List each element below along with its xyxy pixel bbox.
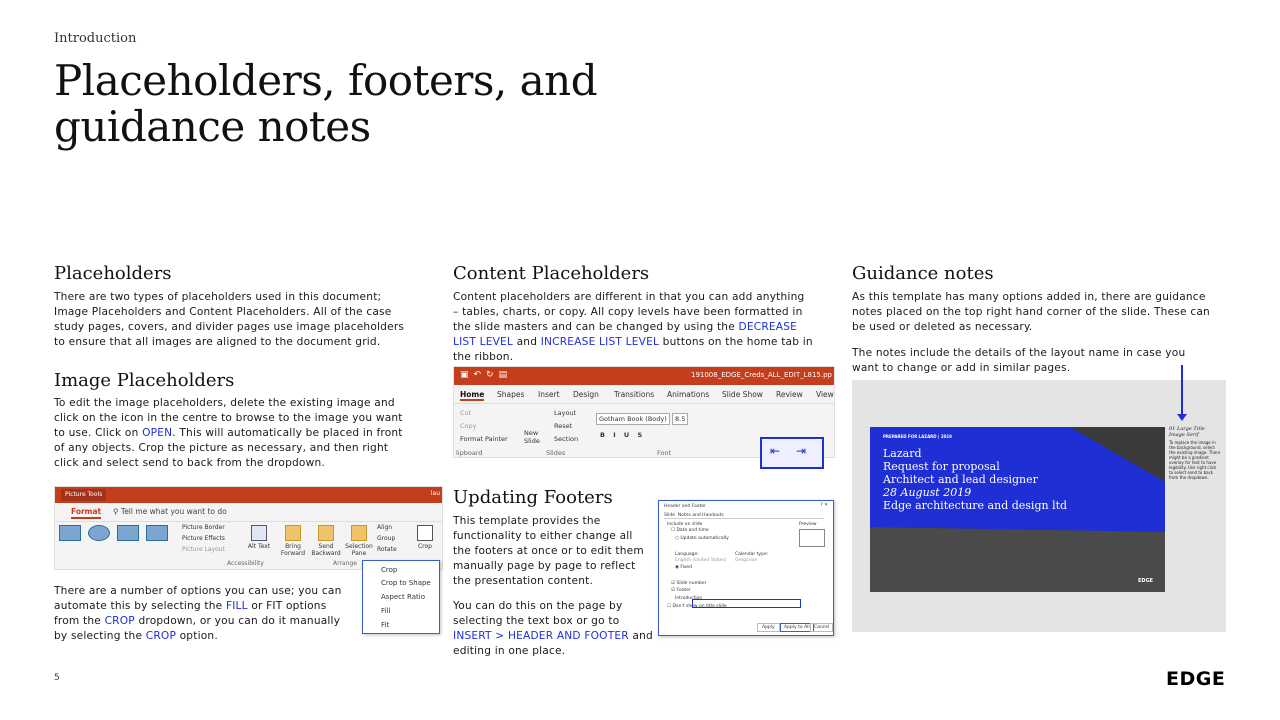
paragraph-placeholders: There are two types of placeholders used in this document; Image Placeholders and Content Placeholders. All of the case study pages, covers, and divider pages use image placeholders to ensure that all images are aligned to the document grid.: [54, 291, 405, 348]
clipboard-group-label: lipboard: [456, 449, 483, 457]
picture-layout: Picture Layout: [182, 546, 225, 553]
link-decrease-list-level: DECREASE LIST LEVEL: [453, 321, 798, 348]
dropdown-crop: Crop: [381, 566, 398, 574]
dialog-title: Header and Footer: [664, 504, 707, 509]
text: You can do this on the page by selecting the text box or go to: [453, 600, 623, 627]
text: dropdown, or you can do it manually by selecting the: [54, 615, 341, 642]
text: or FIT options from the: [54, 600, 327, 627]
slide-line-3: Architect and lead designer: [883, 473, 1038, 486]
paragraph-header-footer: [453, 599, 653, 659]
file-name: 191008_EDGE_Creds_ALL_EDIT_L815.pp: [690, 371, 832, 379]
footer-label: Footer: [676, 588, 691, 593]
update-auto-option: ○ Update automatically: [675, 536, 729, 541]
cut-button: Cut: [460, 409, 472, 417]
text: and editing in one place.: [453, 630, 653, 657]
tab-animations: Animations: [667, 390, 710, 399]
tab-insert: Insert: [538, 390, 560, 399]
picture-style-thumb: [88, 525, 110, 541]
link-insert-header-footer: INSERT > HEADER AND FOOTER: [453, 630, 629, 642]
alt-text-button: [243, 525, 275, 550]
date-time-label: Date and time: [676, 528, 709, 533]
calendar-label: Calendar type:: [735, 552, 769, 557]
arrow-down-icon: [1177, 414, 1187, 421]
picture-style-thumb: [117, 525, 139, 541]
guidance-note-body: To replace the image in the background, select the existing image. There might be a gradient overlay for text to have legibility. Use right click to select send to back from the dropdown.: [1169, 440, 1221, 480]
ribbon-title-bar: [55, 487, 442, 503]
text: To edit the image placeholders, delete the existing image and click on the icon in the centre to browse to the image you want to use. Click on: [54, 397, 403, 439]
link-open: OPEN: [142, 427, 173, 439]
align-button: Align: [377, 524, 393, 531]
user-text: lau: [430, 490, 440, 497]
heading-image-placeholders: Image Placeholders: [54, 370, 235, 391]
dont-show-option: ☐ Don't show on title slide: [667, 604, 727, 609]
tab-design: Design: [573, 390, 599, 399]
preview-label: Preview: [799, 522, 817, 527]
guidance-note: [1169, 426, 1221, 480]
dropdown-aspect-ratio: Aspect Ratio: [381, 593, 425, 601]
link-increase-list-level: INCREASE LIST LEVEL: [540, 336, 660, 348]
edge-logo: EDGE: [1166, 668, 1226, 690]
language-value: English (United States): [675, 558, 727, 563]
selection-pane-button: [343, 525, 375, 557]
slide-line-4: 28 August 2019: [883, 486, 972, 499]
picture-tools-ribbon-image: [54, 486, 443, 570]
date-time-option: ☐ Date and time: [671, 528, 709, 533]
text: Content placeholders are different in that you can add anything – tables, charts, or copy. All copy levels have been formatted in the slide masters and can be changed by using the: [453, 291, 805, 333]
heading-guidance-notes: Guidance notes: [852, 263, 994, 284]
tab-home: Home: [460, 390, 485, 399]
fixed-option: ◉ Fixed: [675, 565, 693, 570]
footer-value: Introduction: [675, 596, 703, 601]
apply-all-button: Apply to All: [780, 623, 814, 632]
picture-style-thumb: [146, 525, 168, 541]
picture-tools-tab: Picture Tools: [61, 489, 106, 501]
font-format-buttons: B I U S: [600, 431, 646, 439]
tell-me-text: Tell me what you want to do: [120, 507, 227, 516]
picture-effects: Picture Effects: [182, 535, 225, 542]
bring-forward-button: [277, 525, 309, 557]
new-slide-button: New Slide: [524, 429, 540, 445]
group-button: Group: [377, 535, 396, 542]
send-backward-button: [310, 525, 342, 557]
dialog-tabs: [664, 513, 824, 519]
paragraph-crop-options: [54, 584, 354, 644]
tab-slide-show: Slide Show: [722, 390, 763, 399]
section-button: Section: [554, 435, 579, 443]
footer-field-highlight: [692, 599, 801, 608]
paragraph-guidance-2: The notes include the details of the layout name in case you want to change or add in similar pages.: [852, 347, 1186, 374]
text: and: [513, 336, 541, 348]
arrow-line: [1181, 365, 1183, 418]
tab-slide: Slide: [664, 513, 675, 518]
selection-pane-label: Selection Pane: [345, 543, 373, 557]
picture-style-thumb: [59, 525, 81, 541]
bring-forward-label: Bring Forward: [280, 543, 306, 557]
tab-review: Review: [776, 390, 803, 399]
dropdown-crop-to-shape: Crop to Shape: [381, 579, 431, 587]
apply-button: Apply: [757, 623, 780, 632]
slide-line-5: Edge architecture and design ltd: [883, 499, 1068, 512]
calendar-value: Gregorian: [735, 558, 758, 563]
link-crop: CROP: [104, 615, 135, 627]
slide-number-option: ☑ Slide number: [671, 581, 707, 586]
ribbon-title-bar: [454, 367, 834, 385]
slide-prepared: PREPARED FOR LAZARD | 2019: [883, 434, 952, 439]
text: option.: [176, 630, 218, 642]
arrange-group-label: Arrange: [333, 560, 357, 567]
ribbon-tabs: [454, 385, 834, 404]
footer-option: ☑ Footer: [671, 588, 691, 593]
link-crop: CROP: [145, 630, 177, 642]
language-label: Language:: [675, 552, 699, 557]
decrease-indent-icon: ⇤: [770, 444, 781, 458]
quick-access-icons: ▣↶↻▤: [460, 370, 513, 380]
cancel-button: Cancel: [810, 623, 833, 632]
dropdown-fit: Fit: [381, 621, 390, 629]
font-name-field: Gotham Book (Body): [596, 413, 670, 425]
section-label: Introduction: [54, 31, 137, 46]
tab-transitions: Transitions: [614, 390, 655, 399]
font-size-field: 8.5: [672, 413, 688, 425]
slide-logo: EDGE: [1138, 578, 1154, 584]
close-icon: ? ✕: [820, 503, 828, 508]
ribbon-tabs: [55, 503, 442, 522]
reset-button: Reset: [554, 422, 573, 430]
layout-button: Layout: [554, 409, 577, 417]
alt-text-label: Alt Text: [247, 543, 271, 550]
picture-border: Picture Border: [182, 524, 225, 531]
paragraph-image-placeholders: [54, 396, 414, 471]
fixed-label: Fixed: [680, 565, 693, 570]
text: . This will automatically be placed in front of any objects. Crop the picture as necessary, and then right click and select send to back from the dropdown.: [54, 427, 403, 469]
dropdown-fill: Fill: [381, 607, 391, 615]
paragraph-guidance-1: As this template has many options added in, there are guidance notes placed on the top right hand corner of the slide. These can be used or deleted as necessary.: [852, 291, 1210, 333]
page-number: 5: [54, 673, 60, 683]
paragraph-updating-footers: This template provides the functionality to either change all the footers at once or to edit them manually page by page to reflect the presentation content.: [453, 515, 644, 587]
title-line-2: guidance notes: [54, 102, 371, 151]
crop-label: Crop: [417, 543, 432, 550]
crop-dropdown-image: [362, 560, 440, 634]
tab-view: View: [816, 390, 834, 399]
include-label: Include on slide: [667, 522, 703, 527]
heading-content-placeholders: Content Placeholders: [453, 263, 650, 284]
format-painter-button: Format Painter: [460, 435, 508, 443]
slides-group-label: Slides: [546, 449, 566, 457]
send-backward-label: Send Backward: [311, 543, 341, 557]
page-title: [54, 58, 614, 150]
rotate-button: Rotate: [377, 546, 397, 553]
slide-number-label: Slide number: [676, 581, 707, 586]
link-fill: FILL: [225, 600, 248, 612]
title-line-1: Placeholders, footers, and: [54, 56, 598, 105]
update-auto-label: Update automatically: [680, 536, 729, 541]
crop-button: [413, 525, 437, 550]
heading-updating-footers: Updating Footers: [453, 487, 613, 508]
format-tab: Format: [71, 507, 101, 519]
slide-line-1: Lazard: [883, 447, 922, 460]
accessibility-group-label: Accessibility: [227, 560, 264, 567]
copy-button: Copy: [460, 422, 477, 430]
slide-line-2: Request for proposal: [883, 460, 1000, 473]
example-slide: [870, 427, 1165, 592]
dont-show-label: Don't show on title slide: [672, 604, 727, 609]
text: buttons on the home tab in the ribbon.: [453, 336, 813, 363]
preview-box: [799, 529, 825, 547]
heading-placeholders: Placeholders: [54, 263, 172, 284]
tab-shapes: Shapes: [497, 390, 525, 399]
tell-me-box: ⚲ Tell me what you want to do: [113, 507, 227, 516]
increase-indent-icon: ⇥: [796, 444, 807, 458]
header-footer-dialog-image: [658, 500, 834, 636]
guidance-note-title: 01 Large Title Image Serif: [1169, 426, 1205, 438]
font-group-label: Font: [657, 449, 672, 457]
tab-notes: Notes and Handouts: [677, 513, 724, 518]
paragraph-content-placeholders: [453, 290, 813, 365]
text: There are a number of options you can use; you can automate this by selecting the: [54, 585, 342, 612]
list-level-buttons-highlight: [760, 437, 824, 469]
